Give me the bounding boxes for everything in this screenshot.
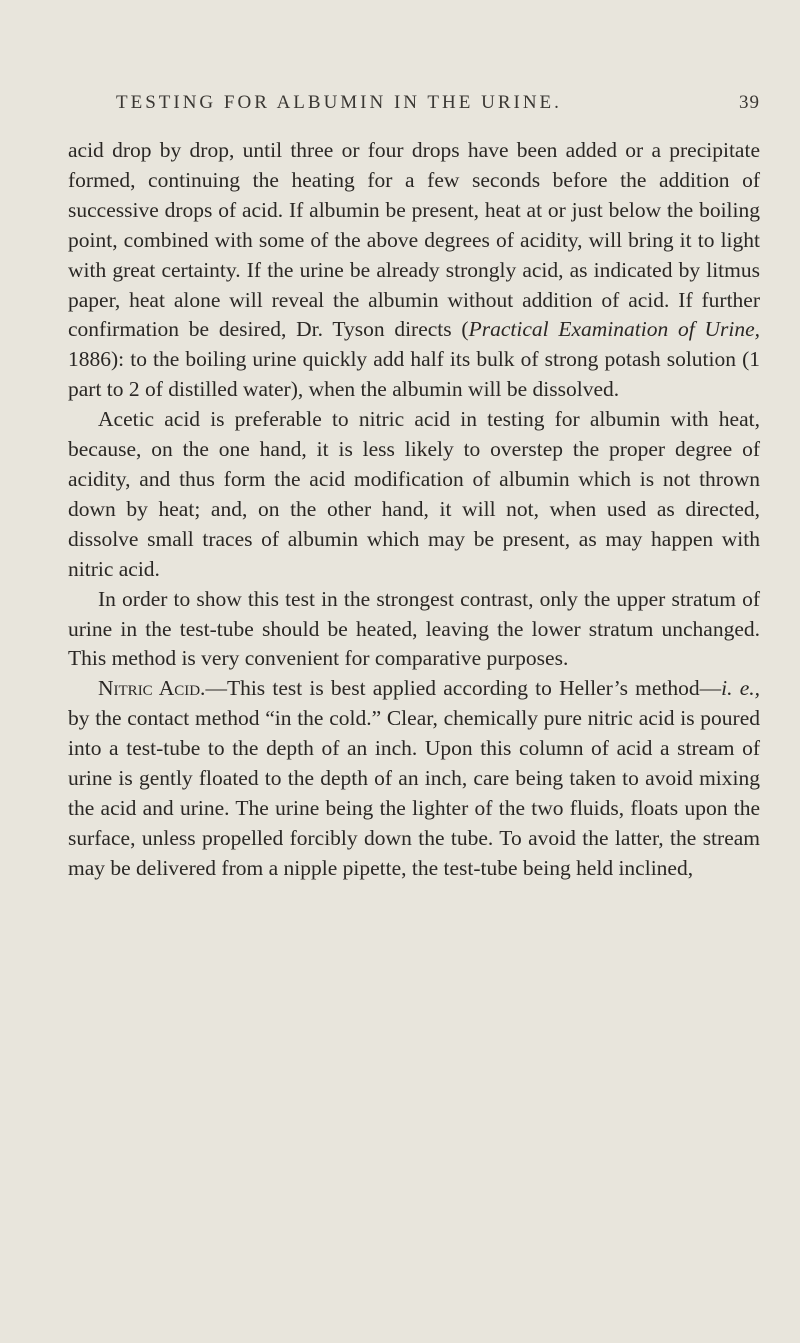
running-head (68, 92, 760, 122)
paragraph-nitric-acid (68, 674, 760, 883)
paragraph-text: 1886): to the boiling urine quickly add half its bulk of strong potash solution (1 part to 2 of distilled water), when the albumin will be dissolved. (68, 347, 760, 402)
paragraph-text: acid drop by drop, until three or four drops have been added or a precipitate formed, continuing the heating for a few seconds before the addition of successive drops of acid. If albumin be present, heat at or just below the boiling point, combined with some of the above degrees of acidity, will bring it to light with great certainty. If the urine be already strongly acid, as indicated by litmus paper, heat alone will reveal the albumin without addition of acid. If further confirmation be desired, Dr. Tyson directs ( (68, 138, 760, 342)
paragraph-text: by the contact method “in the cold.” Clear, chemically pure nitric acid is poured into a test-tube to the depth of an inch. Upon this column of acid a stream of urine is gently floated to the depth of an inch, care being taken to avoid mixing the acid and urine. The urine being the lighter of the two fluids, floats upon the surface, unless propelled forcibly down the tube. To avoid the latter, the stream may be delivered from a nipple pipette, the test-tube being held inclined, (68, 706, 760, 880)
body-text (68, 136, 760, 884)
paragraph-acetic-acid: Acetic acid is preferable to nitric acid in testing for albumin with heat, because, on the one hand, it is less likely to overstep the proper degree of acidity, and thus form the acid modification of albumin which is not thrown down by heat; and, on the other hand, it will not, when used as directed, dissolve small traces of albumin which may be present, as may happen with nitric acid. (68, 407, 760, 581)
paragraph-continued (68, 136, 760, 405)
cited-book-title: Practical Examination of Urine, (468, 317, 760, 342)
section-heading-nitric-acid: Nitric Acid. (98, 676, 206, 701)
paragraph-text: —This test is best applied according to Heller’s method— (205, 676, 722, 701)
paragraph-contrast-method: In order to show this test in the strongest contrast, only the upper stratum of urine in the test-tube should be heated, leaving the lower stratum unchanged. This method is very convenient for comparative purposes. (68, 586, 760, 671)
abbreviation-ie: i. e., (721, 676, 760, 701)
running-title: TESTING FOR ALBUMIN IN THE URINE. (116, 92, 562, 113)
page-number: 39 (739, 92, 760, 113)
